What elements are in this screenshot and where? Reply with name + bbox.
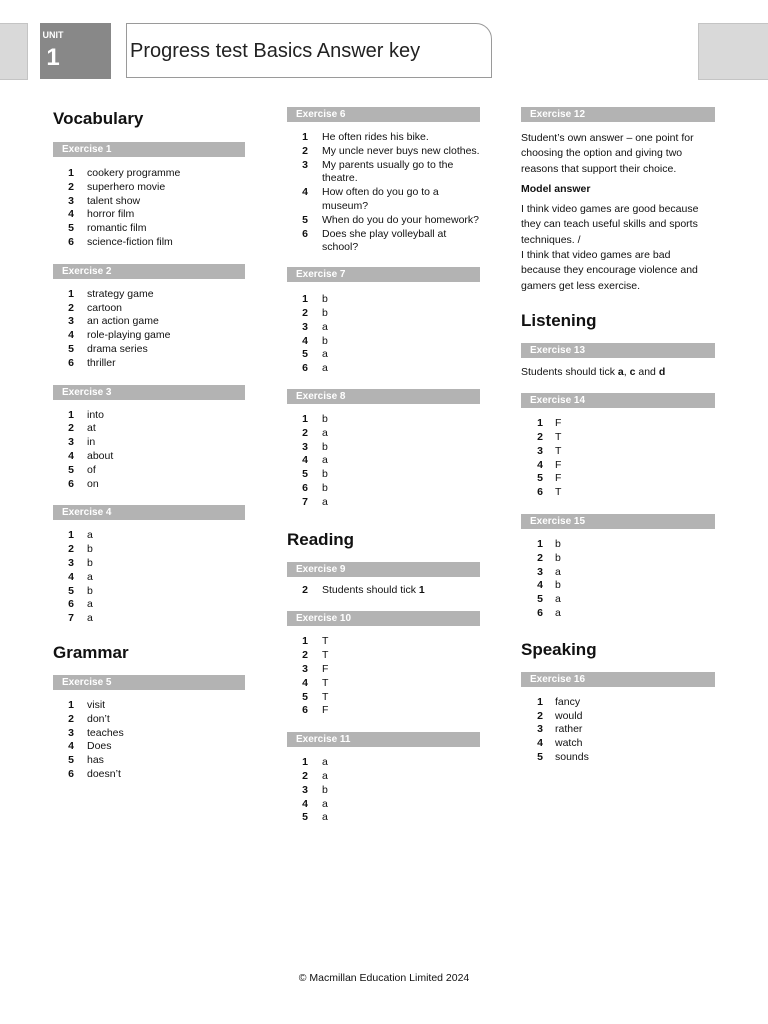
item-text: would bbox=[555, 709, 583, 722]
list-item bbox=[287, 454, 480, 468]
exercise-13-answer-a: a bbox=[617, 365, 624, 378]
item-text: T bbox=[555, 431, 562, 444]
list-item bbox=[521, 552, 715, 566]
item-text: a bbox=[322, 320, 328, 333]
item-text: F bbox=[322, 704, 329, 717]
item-number: 2 bbox=[68, 422, 74, 435]
item-number: 2 bbox=[68, 301, 74, 314]
item-text: superhero movie bbox=[87, 180, 166, 193]
item-text: cartoon bbox=[87, 301, 123, 314]
item-number: 4 bbox=[537, 737, 543, 750]
item-number: 4 bbox=[302, 797, 308, 810]
list-item bbox=[287, 307, 480, 321]
item-text: an action game bbox=[87, 315, 159, 328]
item-text: fancy bbox=[555, 695, 581, 708]
item-text: F bbox=[555, 472, 562, 485]
exercise-13-prefix: Students should tick bbox=[521, 365, 615, 378]
list-item bbox=[521, 696, 715, 710]
item-number: 3 bbox=[302, 783, 308, 796]
item-number: 1 bbox=[68, 698, 74, 711]
item-text: drama series bbox=[87, 342, 148, 355]
item-number: 4 bbox=[302, 334, 308, 347]
item-text: a bbox=[555, 565, 561, 578]
exercise-7-list bbox=[287, 293, 480, 376]
list-item bbox=[287, 649, 480, 663]
item-number: 4 bbox=[68, 449, 74, 462]
model-answer-2: I think that video games are bad because they encourage violence and gamers get less exercise. bbox=[521, 249, 698, 292]
unit-label: UNIT bbox=[42, 30, 64, 40]
list-item bbox=[521, 445, 715, 459]
item-number: 1 bbox=[302, 756, 308, 769]
item-text: thriller bbox=[87, 356, 116, 369]
item-text: T bbox=[322, 635, 329, 648]
item-text: He often rides his bike. bbox=[322, 131, 429, 143]
exercise-15-bar: Exercise 15 bbox=[521, 514, 715, 529]
item-text: My parents usually go to the theatre. bbox=[322, 158, 454, 185]
item-text: T bbox=[322, 649, 329, 662]
item-number: 1 bbox=[302, 635, 308, 648]
list-item bbox=[53, 740, 245, 754]
item-number: 4 bbox=[302, 454, 308, 467]
column-1 bbox=[53, 107, 245, 782]
item-text: Does she play volleyball at school? bbox=[322, 227, 447, 254]
list-item bbox=[287, 704, 480, 718]
list-item bbox=[287, 159, 480, 187]
item-text: a bbox=[322, 362, 328, 375]
list-item bbox=[521, 538, 715, 552]
item-number: 4 bbox=[537, 458, 543, 471]
item-text: rather bbox=[555, 723, 583, 736]
item-number: 5 bbox=[537, 751, 543, 764]
list-item bbox=[287, 663, 480, 677]
list-item bbox=[287, 427, 480, 441]
item-number: 1 bbox=[537, 417, 543, 430]
exercise-9-text: Students should tick bbox=[322, 583, 416, 596]
list-item bbox=[53, 598, 245, 612]
item-number: 2 bbox=[302, 649, 308, 662]
list-item bbox=[53, 357, 245, 371]
list-item bbox=[53, 436, 245, 450]
exercise-11-bar: Exercise 11 bbox=[287, 732, 480, 747]
item-text: F bbox=[555, 417, 562, 430]
item-text: on bbox=[87, 477, 99, 490]
item-text: has bbox=[87, 754, 104, 767]
item-text: a bbox=[322, 495, 328, 508]
item-number: 7 bbox=[302, 495, 308, 508]
item-text: talent show bbox=[87, 194, 141, 207]
item-number: 1 bbox=[68, 408, 74, 421]
exercise-2-list bbox=[53, 288, 245, 371]
exercise-1-list bbox=[53, 167, 245, 250]
exercise-13-sep: , bbox=[623, 365, 627, 378]
list-item bbox=[287, 811, 480, 825]
list-item bbox=[53, 208, 245, 222]
exercise-6-bar: Exercise 6 bbox=[287, 107, 480, 122]
item-text: T bbox=[322, 676, 329, 689]
exercise-12-bar: Exercise 12 bbox=[521, 107, 715, 122]
item-text: a bbox=[555, 593, 561, 606]
list-item bbox=[287, 362, 480, 376]
item-number: 5 bbox=[68, 222, 74, 235]
item-text: a bbox=[87, 612, 93, 625]
list-item bbox=[521, 459, 715, 473]
item-text: at bbox=[87, 422, 96, 435]
item-number: 5 bbox=[68, 342, 74, 355]
item-number: 5 bbox=[302, 213, 308, 226]
exercise-7-bar: Exercise 7 bbox=[287, 267, 480, 282]
list-item bbox=[287, 145, 480, 159]
exercise-13-bar: Exercise 13 bbox=[521, 343, 715, 358]
item-text: b bbox=[322, 440, 328, 453]
item-text: role-playing game bbox=[87, 329, 171, 342]
list-item bbox=[287, 584, 480, 598]
model-answer-label: Model answer bbox=[521, 182, 591, 195]
item-number: 1 bbox=[68, 529, 74, 542]
column-3 bbox=[521, 107, 715, 765]
list-item bbox=[53, 713, 245, 727]
exercise-4-list bbox=[53, 529, 245, 626]
exercise-9-bar: Exercise 9 bbox=[287, 562, 480, 577]
item-text: Does bbox=[87, 740, 112, 753]
list-item bbox=[521, 751, 715, 765]
item-number: 2 bbox=[68, 180, 74, 193]
item-number: 6 bbox=[68, 767, 74, 780]
exercise-3-list bbox=[53, 409, 245, 492]
item-number: 3 bbox=[68, 436, 74, 449]
list-item bbox=[287, 321, 480, 335]
item-number: 3 bbox=[68, 315, 74, 328]
item-number: 2 bbox=[302, 426, 308, 439]
exercise-10-bar: Exercise 10 bbox=[287, 611, 480, 626]
item-number: 7 bbox=[68, 612, 74, 625]
exercise-16-bar: Exercise 16 bbox=[521, 672, 715, 687]
exercise-5-bar: Exercise 5 bbox=[53, 675, 245, 690]
list-item bbox=[287, 756, 480, 770]
item-text: watch bbox=[555, 737, 583, 750]
list-item bbox=[521, 486, 715, 500]
item-text: b bbox=[322, 334, 328, 347]
item-text: a bbox=[87, 570, 93, 583]
exercise-14-bar: Exercise 14 bbox=[521, 393, 715, 408]
item-text: How often do you go to a museum? bbox=[322, 186, 439, 212]
list-item bbox=[53, 754, 245, 768]
item-number: 6 bbox=[68, 235, 74, 248]
grammar-heading: Grammar bbox=[53, 642, 129, 662]
item-text: b bbox=[87, 584, 93, 597]
list-item bbox=[287, 798, 480, 812]
listening-heading: Listening bbox=[521, 310, 597, 330]
item-number: 3 bbox=[302, 440, 308, 453]
list-item bbox=[287, 214, 480, 228]
item-text: a bbox=[322, 426, 328, 439]
list-item bbox=[521, 607, 715, 621]
item-text: b bbox=[322, 293, 328, 306]
item-text: b bbox=[555, 538, 561, 551]
item-text: a bbox=[322, 797, 328, 810]
item-number: 3 bbox=[537, 723, 543, 736]
list-item bbox=[521, 579, 715, 593]
item-number: 2 bbox=[302, 144, 308, 157]
item-text: b bbox=[87, 543, 93, 556]
list-item bbox=[53, 422, 245, 436]
list-item bbox=[53, 571, 245, 585]
item-text: a bbox=[322, 811, 328, 824]
item-text: strategy game bbox=[87, 287, 154, 300]
item-number: 5 bbox=[68, 754, 74, 767]
item-number: 5 bbox=[68, 584, 74, 597]
list-item bbox=[53, 409, 245, 423]
item-number: 6 bbox=[302, 704, 308, 717]
item-number: 4 bbox=[537, 579, 543, 592]
left-page-tab bbox=[0, 23, 28, 80]
item-number: 4 bbox=[68, 329, 74, 342]
list-item bbox=[53, 302, 245, 316]
list-item bbox=[287, 482, 480, 496]
right-page-tab bbox=[698, 23, 768, 80]
column-2 bbox=[287, 107, 480, 825]
list-item bbox=[53, 315, 245, 329]
item-number: 2 bbox=[68, 712, 74, 725]
item-text: a bbox=[322, 348, 328, 361]
exercise-6-list bbox=[287, 131, 480, 255]
item-text: a bbox=[322, 454, 328, 467]
reading-heading: Reading bbox=[287, 529, 355, 549]
item-number: 1 bbox=[537, 695, 543, 708]
item-number: 3 bbox=[537, 565, 543, 578]
exercise-5-list bbox=[53, 699, 245, 782]
list-item bbox=[287, 348, 480, 362]
list-item bbox=[521, 417, 715, 431]
exercise-9-answer: 1 bbox=[418, 583, 425, 596]
item-text: a bbox=[87, 529, 93, 542]
item-text: a bbox=[322, 756, 328, 769]
list-item bbox=[53, 450, 245, 464]
list-item bbox=[53, 288, 245, 302]
list-item bbox=[53, 329, 245, 343]
exercise-3-bar: Exercise 3 bbox=[53, 385, 245, 400]
item-text: T bbox=[555, 486, 562, 499]
unit-badge bbox=[40, 23, 111, 79]
unit-number: 1 bbox=[46, 44, 60, 71]
item-number: 1 bbox=[68, 167, 74, 179]
list-item bbox=[287, 441, 480, 455]
item-text: teaches bbox=[87, 726, 124, 739]
item-number: 5 bbox=[537, 472, 543, 485]
list-item bbox=[287, 131, 480, 145]
model-answer-1: I think video games are good because they can teach useful skills and sports techniques. / bbox=[521, 203, 699, 246]
item-text: b bbox=[555, 579, 561, 592]
list-item bbox=[287, 770, 480, 784]
list-item bbox=[287, 784, 480, 798]
list-item bbox=[53, 585, 245, 599]
page-title: Progress test Basics Answer key bbox=[130, 40, 421, 62]
item-text: visit bbox=[87, 698, 106, 711]
list-item bbox=[53, 222, 245, 236]
item-number: 2 bbox=[302, 769, 308, 782]
list-item bbox=[287, 186, 480, 214]
item-number: 6 bbox=[68, 356, 74, 369]
item-number: 1 bbox=[302, 131, 308, 143]
item-text: don’t bbox=[87, 712, 110, 725]
item-number: 5 bbox=[302, 348, 308, 361]
item-number: 3 bbox=[68, 194, 74, 207]
exercise-13-text bbox=[521, 365, 715, 380]
item-number: 6 bbox=[68, 477, 74, 490]
exercise-4-bar: Exercise 4 bbox=[53, 505, 245, 520]
exercise-11-list bbox=[287, 756, 480, 825]
exercise-13-and: and bbox=[638, 365, 656, 378]
list-item bbox=[53, 167, 245, 181]
exercise-13-answer-d: d bbox=[658, 365, 666, 378]
item-number: 2 bbox=[302, 583, 308, 596]
item-text: My uncle never buys new clothes. bbox=[322, 144, 480, 157]
item-number: 6 bbox=[537, 486, 543, 499]
item-number: 5 bbox=[537, 593, 543, 606]
item-number: 4 bbox=[68, 208, 74, 221]
item-number: 4 bbox=[302, 676, 308, 689]
item-number: 6 bbox=[537, 607, 543, 620]
vocabulary-heading: Vocabulary bbox=[53, 109, 144, 128]
exercise-14-list bbox=[521, 417, 715, 500]
exercise-16-list bbox=[521, 696, 715, 765]
list-item bbox=[287, 468, 480, 482]
item-number: 5 bbox=[302, 468, 308, 481]
list-item bbox=[53, 557, 245, 571]
item-number: 2 bbox=[68, 543, 74, 556]
item-text: about bbox=[87, 449, 114, 462]
item-text: T bbox=[555, 444, 562, 457]
list-item bbox=[287, 228, 480, 256]
item-number: 3 bbox=[302, 158, 308, 171]
list-item bbox=[521, 566, 715, 580]
item-number: 4 bbox=[302, 186, 308, 199]
list-item bbox=[521, 723, 715, 737]
item-number: 6 bbox=[302, 227, 308, 240]
item-number: 1 bbox=[302, 412, 308, 425]
item-number: 5 bbox=[302, 811, 308, 824]
item-text bbox=[322, 584, 480, 598]
item-text: a bbox=[555, 607, 561, 620]
item-text: sounds bbox=[555, 751, 589, 764]
exercise-13-answer-c: c bbox=[629, 365, 636, 378]
list-item bbox=[521, 593, 715, 607]
item-number: 2 bbox=[302, 306, 308, 319]
item-number: 5 bbox=[68, 463, 74, 476]
item-number: 6 bbox=[302, 362, 308, 375]
item-number: 3 bbox=[302, 320, 308, 333]
item-text: a bbox=[322, 769, 328, 782]
list-item bbox=[53, 768, 245, 782]
exercise-1-bar: Exercise 1 bbox=[53, 142, 245, 157]
item-text: b bbox=[555, 551, 561, 564]
list-item bbox=[287, 677, 480, 691]
item-number: 6 bbox=[68, 598, 74, 611]
list-item bbox=[287, 691, 480, 705]
item-text: doesn’t bbox=[87, 767, 121, 780]
exercise-9-list bbox=[287, 584, 480, 598]
item-number: 2 bbox=[537, 551, 543, 564]
item-text: F bbox=[322, 662, 329, 675]
item-text: b bbox=[322, 468, 328, 481]
item-text: a bbox=[87, 598, 93, 611]
list-item bbox=[521, 737, 715, 751]
list-item bbox=[53, 612, 245, 626]
item-text: T bbox=[322, 690, 329, 703]
exercise-12-intro: Student’s own answer – one point for choosing the option and giving two reasons that support their choice. bbox=[521, 132, 694, 175]
title-box bbox=[126, 23, 492, 78]
item-number: 4 bbox=[68, 570, 74, 583]
item-number: 1 bbox=[68, 287, 74, 300]
list-item bbox=[53, 478, 245, 492]
list-item bbox=[53, 529, 245, 543]
list-item bbox=[521, 431, 715, 445]
item-number: 5 bbox=[302, 690, 308, 703]
item-text: romantic film bbox=[87, 222, 147, 235]
list-item bbox=[53, 181, 245, 195]
copyright-footer: © Macmillan Education Limited 2024 bbox=[298, 972, 470, 984]
list-item bbox=[53, 699, 245, 713]
exercise-10-list bbox=[287, 635, 480, 718]
item-text: of bbox=[87, 463, 96, 476]
list-item bbox=[53, 236, 245, 250]
list-item bbox=[53, 464, 245, 478]
item-text: b bbox=[87, 556, 93, 569]
list-item bbox=[287, 335, 480, 349]
item-number: 2 bbox=[537, 431, 543, 444]
item-number: 2 bbox=[537, 709, 543, 722]
item-number: 6 bbox=[302, 481, 308, 494]
item-text: b bbox=[322, 481, 328, 494]
list-item bbox=[521, 472, 715, 486]
item-text: science-fiction film bbox=[87, 235, 173, 248]
exercise-2-bar: Exercise 2 bbox=[53, 264, 245, 279]
exercise-15-list bbox=[521, 538, 715, 621]
exercise-8-list bbox=[287, 413, 480, 510]
item-number: 3 bbox=[302, 662, 308, 675]
list-item bbox=[521, 710, 715, 724]
item-text: cookery programme bbox=[87, 167, 181, 179]
item-number: 3 bbox=[537, 444, 543, 457]
item-text: b bbox=[322, 783, 328, 796]
list-item bbox=[287, 293, 480, 307]
item-text: When do you do your homework? bbox=[322, 213, 480, 226]
item-number: 1 bbox=[537, 538, 543, 551]
list-item bbox=[287, 635, 480, 649]
list-item bbox=[287, 496, 480, 510]
item-text: b bbox=[322, 412, 328, 425]
item-text: horror film bbox=[87, 208, 135, 221]
list-item bbox=[287, 413, 480, 427]
list-item bbox=[53, 543, 245, 557]
list-item bbox=[53, 727, 245, 741]
item-text: F bbox=[555, 458, 562, 471]
item-number: 3 bbox=[68, 726, 74, 739]
item-number: 4 bbox=[68, 740, 74, 753]
item-text: in bbox=[87, 436, 96, 449]
list-item bbox=[53, 343, 245, 357]
item-text: into bbox=[87, 408, 104, 421]
item-number: 3 bbox=[68, 556, 74, 569]
speaking-heading: Speaking bbox=[521, 639, 597, 659]
list-item bbox=[53, 195, 245, 209]
item-text: b bbox=[322, 306, 328, 319]
exercise-8-bar: Exercise 8 bbox=[287, 389, 480, 404]
item-number: 1 bbox=[302, 293, 308, 306]
